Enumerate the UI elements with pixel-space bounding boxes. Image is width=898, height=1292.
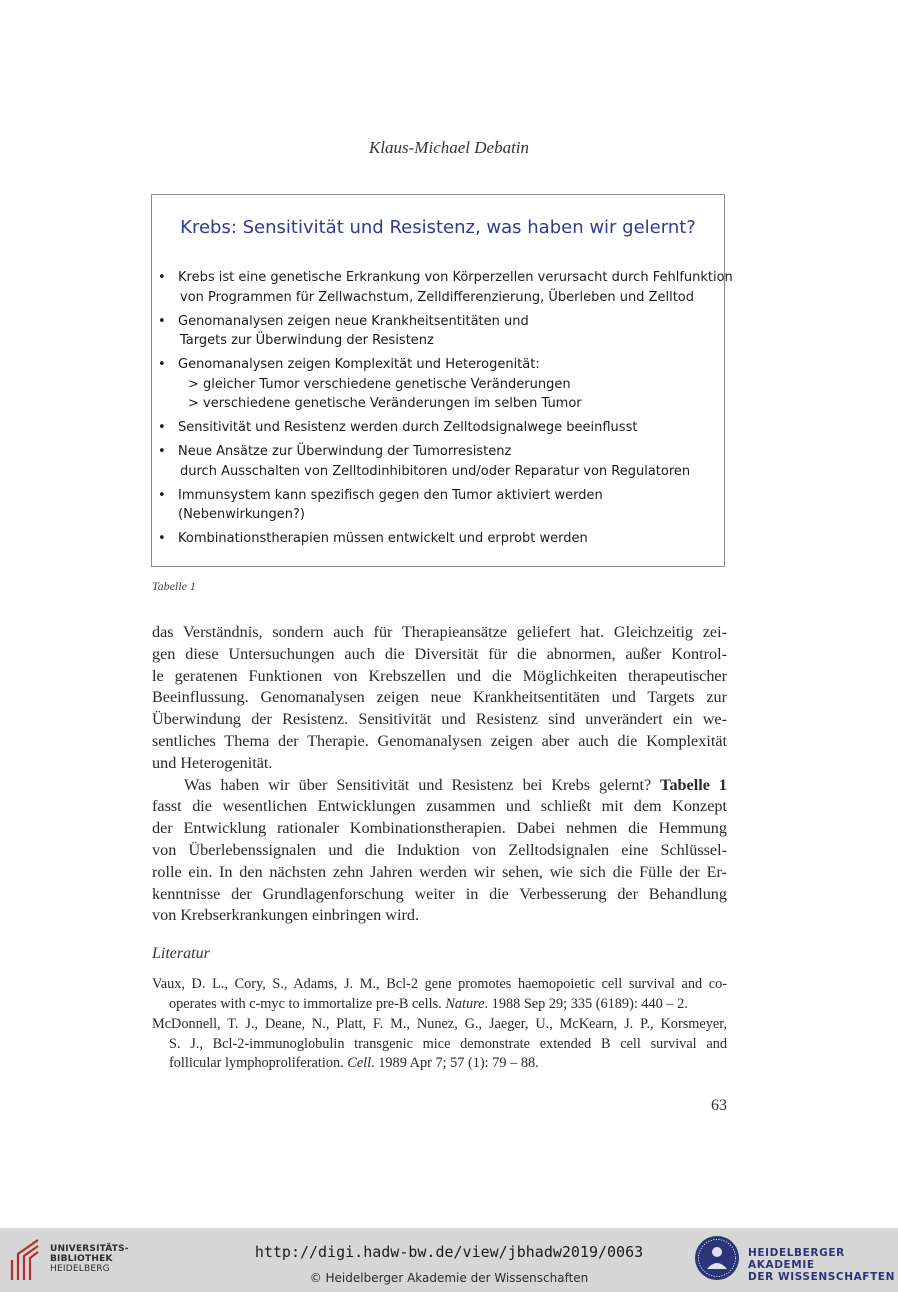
academy-name (748, 1247, 898, 1283)
reference-text-run: . 1988 Sep 29; 335 (6189): 440 – 2. (484, 995, 688, 1012)
bullet-symbol: • (158, 313, 166, 329)
bullet-line: Immunsystem kann spezifisch gegen den Tumor aktiviert werden (178, 487, 603, 503)
reference-text-run: . 1989 Apr 7; 57 (1): 79 – 88. (371, 1055, 539, 1072)
running-head-author: Klaus-Michael Debatin (368, 138, 530, 157)
reference-item (152, 975, 727, 1014)
table-title: Krebs: Sensitivität und Resistenz, was haben wir gelernt? (180, 217, 696, 238)
table-bullet-list (158, 268, 733, 553)
bullet-item (158, 268, 733, 307)
academy-name-line: DER WISSENSCHAFTEN (748, 1271, 896, 1283)
bullet-item (158, 442, 720, 481)
reference-line: Vaux, D. L., Cory, S., Adams, J. M., Bcl-2 gene promotes haemopoietic cell survival and co- (152, 976, 727, 992)
bullet-item (158, 355, 720, 414)
reference-line: McDonnell, T. J., Deane, N., Platt, F. M., Nunez, G., Jaeger, U., McKearn, J. P., Korsmeyer, (152, 1016, 727, 1033)
table-caption: Tabelle 1 (152, 579, 196, 593)
bullet-line: > gleicher Tumor verschiedene genetische Veränderungen (188, 376, 571, 392)
body-line: le geratenen Funktionen von Krebszellen und die Möglichkeiten therapeutischer (152, 666, 727, 685)
page-number: 63 (711, 1097, 727, 1114)
bullet-symbol: • (158, 270, 166, 285)
bullet-line: Genomanalysen zeigen neue Krankheitsentitäten und (178, 313, 529, 329)
body-line: der Entwicklung rationaler Kombinationstherapien. Dabei nehmen die Hemmung (152, 819, 727, 838)
body-line: von Krebserkrankungen einbringen wird. (152, 906, 420, 925)
bullet-line: > verschiedene genetische Veränderungen im selben Tumor (188, 396, 582, 411)
body-line: gen diese Untersuchungen auch die Diversität für die abnormen, außer Kontrol- (152, 644, 727, 663)
body-line: und Heterogenität. (152, 753, 273, 772)
copyright-notice: © Heidelberger Akademie der Wissenschaften (309, 1271, 589, 1285)
body-line: Überwindung der Resistenz. Sensitivität und Resistenz sind unverändert ein we- (152, 710, 727, 729)
body-line: sentliches Thema der Therapie. Genomanalysen zeigen aber auch die Komplexität (152, 731, 727, 750)
literature-heading: Literatur (152, 945, 210, 962)
bullet-symbol: • (158, 420, 166, 435)
bullet-line: Kombinationstherapien müssen entwickelt und erprobt werden (178, 531, 588, 546)
bullet-symbol: • (158, 444, 166, 459)
body-line (152, 775, 727, 797)
library-name-line: BIBLIOTHEK (50, 1254, 113, 1264)
summary-table-box (151, 194, 733, 567)
bullet-symbol: • (158, 357, 166, 372)
body-line: das Verständnis, sondern auch für Therapieansätze geliefert hat. Gleichzeitig zei- (152, 623, 727, 641)
body-line: von Überlebenssignalen und die Induktion von Zelltodsignalen eine Schlüssel- (152, 840, 727, 859)
table-reference: Tabelle 1 (660, 775, 727, 794)
bullet-item (158, 529, 720, 549)
academy-seal-icon[interactable] (694, 1235, 740, 1281)
bullet-line: Targets zur Überwindung der Resistenz (180, 333, 434, 348)
journal-name: Cell (347, 1055, 372, 1072)
bullet-item (158, 486, 720, 525)
body-line: kenntnisse der Grundlagenforschung weiter in die Verbesserung der Behandlung (152, 884, 727, 903)
bullet-item (158, 418, 720, 438)
bullet-line: Genomanalysen zeigen Komplexität und Heterogenität: (178, 357, 540, 372)
academy-name-line: HEIDELBERGER AKADEMIE (748, 1247, 845, 1271)
reference-text-run: follicular lymphoproliferation. (169, 1055, 344, 1072)
reference-list (152, 975, 727, 1075)
bullet-item (158, 312, 720, 351)
library-name-line: UNIVERSITÄTS- (50, 1244, 129, 1254)
bullet-symbol: • (158, 531, 166, 546)
library-name-line: HEIDELBERG (50, 1264, 110, 1274)
body-line: fasst die wesentlichen Entwicklungen zusammen und schließt mit dem Konzept (152, 797, 727, 816)
body-text (152, 622, 727, 927)
body-text-run: Was haben wir über Sensitivität und Resistenz bei Krebs gelernt? (184, 775, 652, 794)
permalink-url[interactable]: http://digi.hadw-bw.de/view/jbhadw2019/0063 (254, 1243, 644, 1261)
reference-item (152, 1015, 727, 1074)
reference-line (152, 1054, 727, 1074)
bullet-line: durch Ausschalten von Zelltodinhibitoren und/oder Reparatur von Regulatoren (180, 463, 691, 479)
bullet-symbol: • (158, 487, 166, 503)
bullet-line: von Programmen für Zellwachstum, Zelldifferenzierung, Überleben und Zelltod (180, 289, 694, 305)
footer-bar (0, 1228, 898, 1292)
reference-text-run: operates with c-myc to immortalize pre-B cells. (169, 995, 442, 1012)
reference-line (152, 995, 727, 1015)
bullet-line: Sensitivität und Resistenz werden durch Zelltodsignalwege beeinflusst (178, 420, 638, 435)
bullet-line: Neue Ansätze zur Überwindung der Tumorresistenz (178, 444, 512, 459)
body-line: Beeinflussung. Genomanalysen zeigen neue Krankheitsentitäten und Targets zur (152, 688, 727, 707)
bullet-line: Krebs ist eine genetische Erkrankung von Körperzellen verursacht durch Fehlfunktion (178, 270, 733, 285)
journal-name: Nature (445, 995, 485, 1012)
bullet-line: (Nebenwirkungen?) (178, 507, 305, 522)
reference-line: S. J., Bcl-2-immunoglobulin transgenic mice demonstrate extended B cell survival and (169, 1035, 727, 1052)
body-line: rolle ein. In den nächsten zehn Jahren werden wir sehen, wie sich die Fülle der Er- (152, 862, 727, 881)
